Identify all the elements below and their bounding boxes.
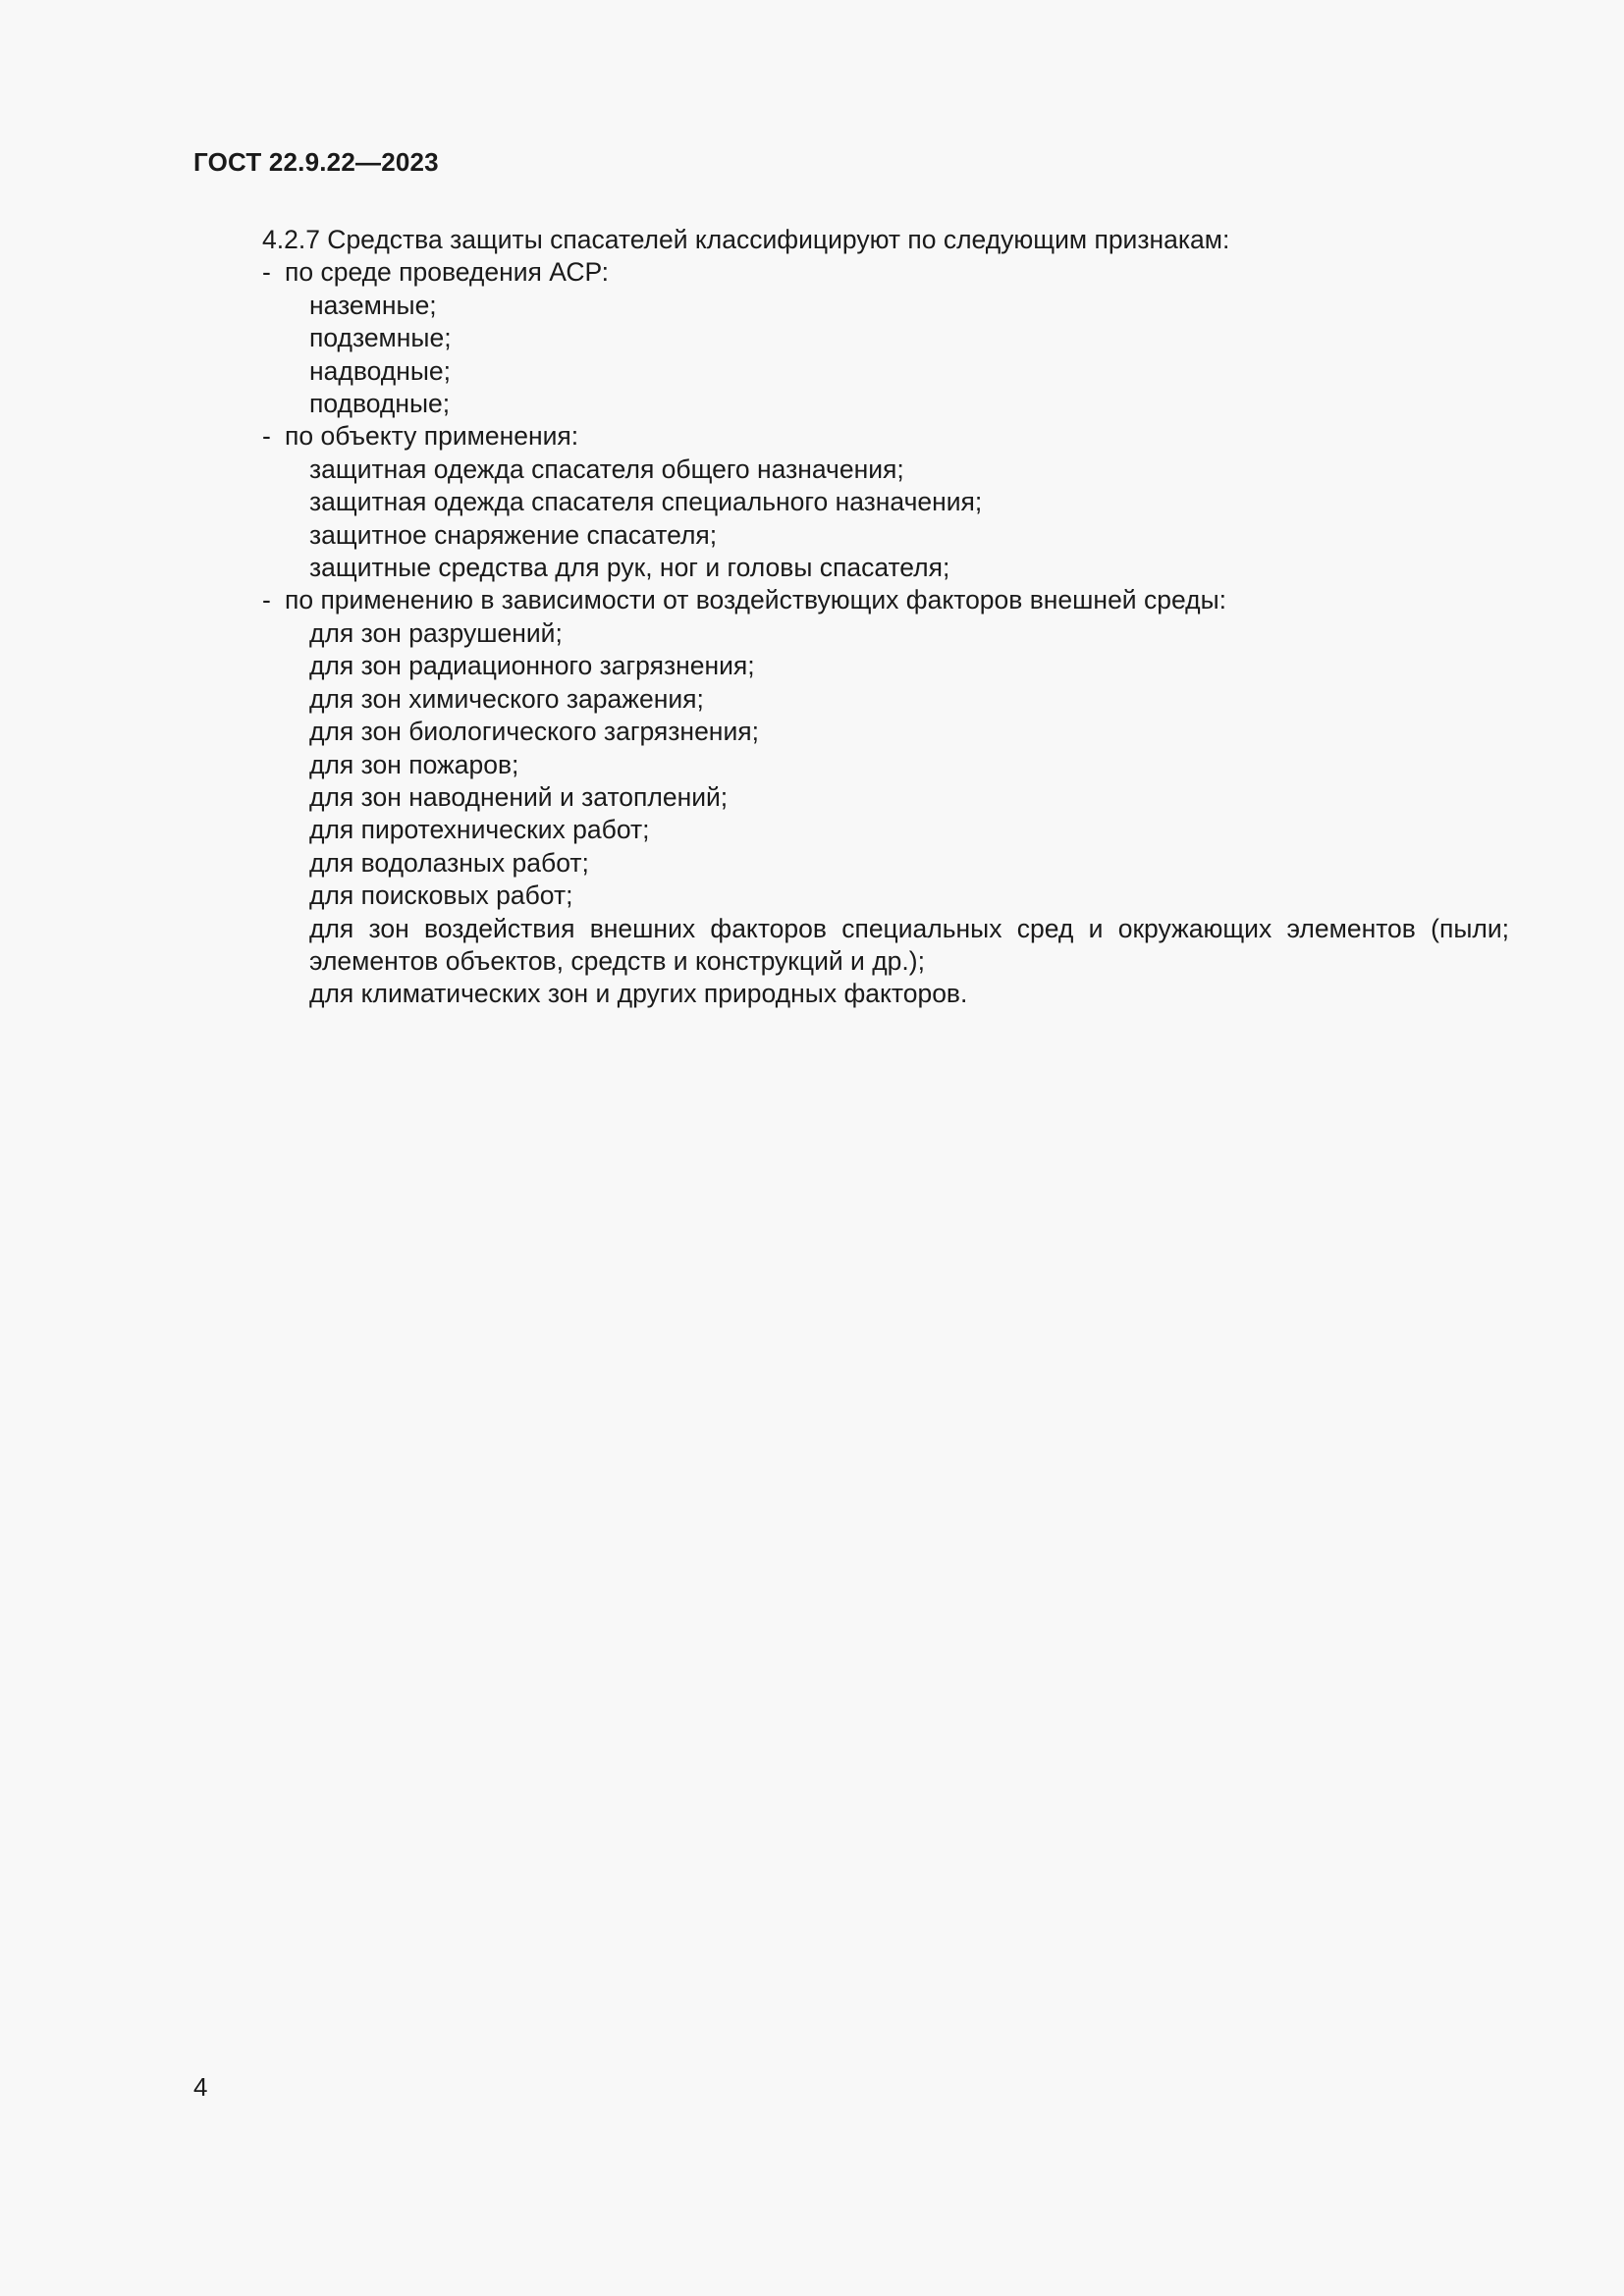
list-item: для поисковых работ; [309, 881, 573, 911]
document-code-header: ГОСТ 22.9.22—2023 [193, 147, 439, 177]
list-item: защитная одежда спасателя общего назначения; [309, 454, 904, 484]
list-dash: - [262, 585, 271, 615]
group-label: по среде проведения АСР: [285, 257, 609, 288]
list-item: для зон биологического загрязнения; [309, 717, 759, 747]
clause-intro: 4.2.7 Средства защиты спасателей классифицируют по следующим признакам: [262, 225, 1230, 254]
list-item: для зон разрушений; [309, 617, 563, 648]
group-items [262, 617, 1509, 1011]
list-item: надводные; [309, 355, 452, 386]
list-item: защитная одежда спасателя специального назначения; [309, 487, 983, 517]
list-item: для зон воздействия внешних факторов специальных сред и окружающих элементов (пыли; элементов объектов, средств и конструкций и др.); [309, 913, 1509, 976]
group-heading [262, 256, 1509, 289]
classification-group-object [262, 420, 1509, 584]
list-item: подводные; [309, 389, 451, 419]
document-body [262, 224, 1509, 1011]
page-number: 4 [193, 2072, 208, 2102]
list-item: для зон химического заражения; [309, 683, 704, 714]
list-item: для зон радиационного загрязнения; [309, 651, 755, 681]
group-heading [262, 584, 1509, 616]
list-item: наземные; [309, 290, 437, 320]
list-item: для пиротехнических работ; [309, 815, 650, 845]
list-dash: - [262, 421, 271, 452]
group-items [262, 454, 1509, 585]
list-item: для зон наводнений и затоплений; [309, 781, 729, 812]
list-dash: - [262, 257, 271, 288]
classification-group-environment [262, 256, 1509, 420]
group-label: по объекту применения: [285, 421, 579, 452]
list-item: для климатических зон и других природных факторов. [309, 979, 968, 1009]
group-label: по применению в зависимости от воздействующих факторов внешней среды: [285, 585, 1226, 615]
classification-group-factors [262, 584, 1509, 1010]
group-heading [262, 420, 1509, 453]
list-item: подземные; [309, 323, 452, 353]
list-item: защитные средства для рук, ног и головы спасателя; [309, 553, 950, 583]
list-item: для водолазных работ; [309, 847, 589, 878]
list-item: защитное снаряжение спасателя; [309, 519, 718, 550]
list-item: для зон пожаров; [309, 749, 519, 779]
group-items [262, 290, 1509, 421]
